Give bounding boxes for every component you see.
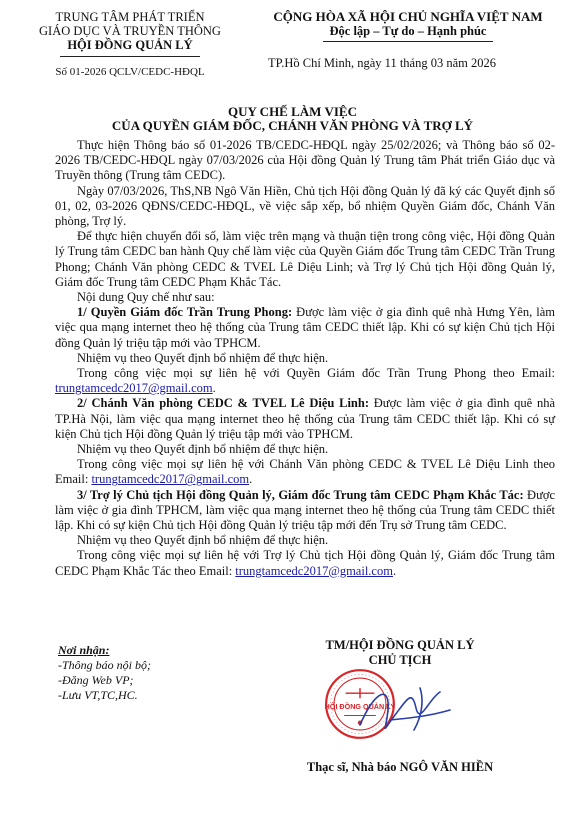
recipient-item: -Đăng Web VP; [58, 673, 134, 687]
section-1-heading: 1/ Quyền Giám đốc Trần Trung Phong: [77, 305, 293, 320]
section-2 [55, 396, 555, 442]
signer-name: Thạc sĩ, Nhà báo NGÔ VĂN HIỀN [306, 760, 494, 774]
section-2-duty: Nhiệm vụ theo Quyết định bổ nhiệm để thực hiện. [77, 442, 329, 457]
org-name-line2: GIÁO DỤC VÀ TRUYỀN THÔNG [39, 24, 221, 38]
section-3-contact-text: Trong công việc mọi sự liên hệ với Trợ lý Chủ tịch Hội đồng Quản lý, Giám đốc Trung tâm CEDC Phạm Khắc Tác theo Email: [55, 548, 555, 578]
title-line1: QUY CHẾ LÀM VIỆC [228, 104, 357, 119]
place-date: TP.Hồ Chí Minh, ngày 11 tháng 03 năm 2026 [268, 56, 497, 70]
title-line2: CỦA QUYỀN GIÁM ĐỐC, CHÁNH VĂN PHÒNG VÀ TRỢ LÝ [111, 118, 474, 133]
org-name-line1: TRUNG TÂM PHÁT TRIỂN [55, 10, 205, 24]
paragraph-1: Thực hiện Thông báo số 01-2026 TB/CEDC-HĐQL ngày 25/02/2026; và Thông báo số 02-2026 TB/CEDC-HĐQL ngày 07/03/2026 của Hội đồng Quản lý Trung tâm Phát triển Giáo dục và Truyền thông (Trung tâm CEDC). [55, 138, 555, 183]
handwritten-signature-icon [350, 670, 460, 750]
header-left-divider [60, 56, 200, 57]
section-3 [55, 488, 555, 534]
paragraph-3: Để thực hiện chuyển đổi số, làm việc trên mạng và thuận tiện trong công việc, Hội đồng Quản lý Trung tâm CEDC ban hành Quy chế làm việc của Quyền Giám đốc Trung tâm CEDC Trần Trung Phong; Chánh Văn phòng CEDC & TVEL Lê Diệu Linh; và Trợ lý Chủ tịch Hội đồng Quản lý, Giám đốc Trung tâm CEDC Phạm Khắc Tác. [55, 229, 555, 289]
recipients-block [58, 643, 278, 703]
paragraph-2: Ngày 07/03/2026, ThS,NB Ngô Văn Hiền, Chủ tịch Hội đồng Quản lý đã ký các Quyết định số 01, 02, 03-2026 QĐNS/CEDC-HĐQL, về việc sắp xếp, bổ nhiệm Quyền Giám đốc, Chánh Văn phòng, Trợ lý. [55, 183, 555, 229]
period: . [212, 381, 216, 396]
section-3-heading: 3/ Trợ lý Chủ tịch Hội đồng Quản lý, Giám đốc Trung tâm CEDC Phạm Khắc Tác: [77, 487, 524, 502]
header-left [30, 10, 230, 79]
section-2-text: Được làm việc ở gia đình quê nhà TP.Hà Nội, làm việc qua mạng internet theo hệ thống của Trung tâm CEDC thiết lập. Khi có sự kiện Chủ tịch Hội đồng Quản lý triệu tập mới vào TPHCM. [55, 396, 555, 441]
recipient-item: -Lưu VT,TC,HC. [58, 688, 138, 702]
signature-line2: CHỦ TỊCH [368, 653, 432, 667]
email-link[interactable]: trungtamcedc2017@gmail.com [55, 381, 213, 396]
seal-text: HỘI ĐỒNG QUẢN LÝ [324, 702, 396, 712]
section-1-contact-text: Trong công việc mọi sự liên hệ với Quyền Giám đốc Trần Trung Phong theo Email: [77, 366, 555, 381]
national-motto: Độc lập – Tự do – Hạnh phúc [329, 24, 487, 38]
section-1-duty: Nhiệm vụ theo Quyết định bổ nhiệm để thực hiện. [77, 350, 329, 365]
section-1 [55, 305, 555, 351]
national-title: CỘNG HÒA XÃ HỘI CHỦ NGHĨA VIỆT NAM [273, 9, 543, 24]
email-link[interactable]: trungtamcedc2017@gmail.com [91, 472, 250, 487]
document-body [55, 138, 555, 579]
document-number: Số 01-2026 QCLV/CEDC-HĐQL [55, 66, 205, 78]
document-title [30, 105, 555, 133]
header-right [248, 10, 568, 70]
signature-line1: TM/HỘI ĐỒNG QUẢN LÝ [325, 638, 475, 652]
signature-heading [300, 638, 500, 668]
period: . [392, 563, 397, 578]
header-right-divider [323, 41, 493, 42]
recipient-item: -Thông báo nội bộ; [58, 658, 151, 672]
recipients-title: Nơi nhận: [58, 643, 110, 657]
section-2-heading: 2/ Chánh Văn phòng CEDC & TVEL Lê Diệu Linh: [77, 396, 369, 411]
email-link[interactable]: trungtamcedc2017@gmail.com [235, 563, 393, 578]
section-2-contact [55, 457, 555, 487]
section-1-contact [55, 366, 555, 396]
section-1-text: Được làm việc ở gia đình quê nhà Hưng Yên, làm việc qua mạng internet theo hệ thống của Trung tâm CEDC thiết lập. Khi có sự kiện Chủ tịch Hội đồng Quản lý triệu tập mới vào TPHCM. [55, 305, 555, 350]
org-name-line3: HỘI ĐỒNG QUẢN LÝ [67, 38, 193, 52]
section-3-text: Được làm việc ở gia đình TPHCM, làm việc qua mạng internet theo hệ thống của Trung tâm CEDC thiết lập. Khi có sự kiện Chủ tịch Hội đồng Quản lý triệu tập mới đến Trụ sở Trung tâm CEDC. [55, 487, 555, 533]
section-3-duty: Nhiệm vụ theo Quyết định bổ nhiệm để thực hiện. [77, 533, 329, 548]
period: . [249, 472, 253, 487]
paragraph-4: Nội dung Quy chế như sau: [77, 290, 215, 305]
section-2-contact-text: Trong công việc mọi sự liên hệ với Chánh Văn phòng CEDC & TVEL Lê Diệu Linh theo Email: [55, 457, 555, 487]
section-3-contact [55, 548, 555, 578]
